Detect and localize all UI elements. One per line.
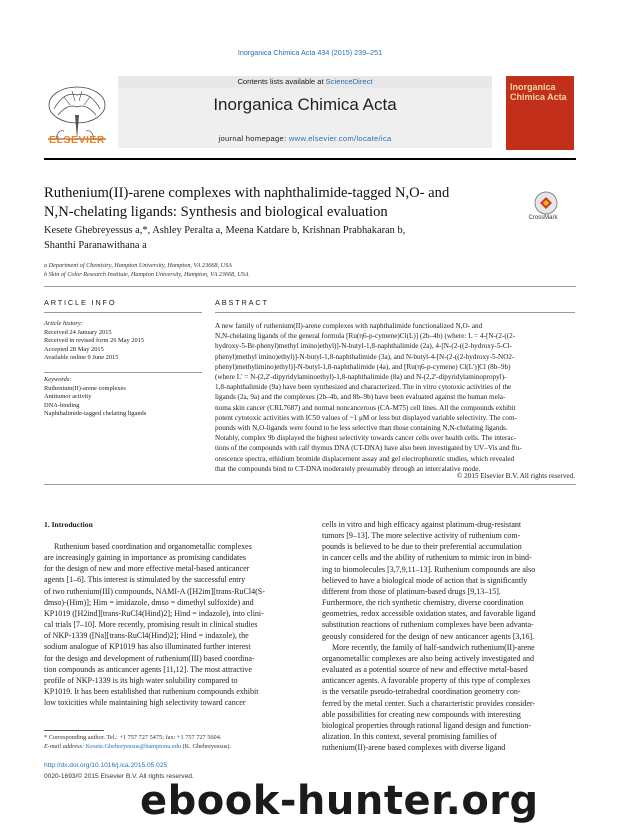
- intro-line: cal trials [7–10]. More recently, promising result in clinical studies: [44, 620, 258, 630]
- article-title: [44, 184, 484, 222]
- intro-line: able possibilities for creating new compounds with interesting: [322, 709, 521, 719]
- email-note: [44, 743, 314, 752]
- email-link[interactable]: Kesete.Ghebreyessus@hamptonu.edu: [85, 743, 182, 750]
- abstract-line: Notably, complex 9b displayed the highest selectivity towards cancer cells over health cells. The interac-: [215, 434, 517, 443]
- affiliation-rule: [44, 286, 576, 287]
- abstract-line: A new family of ruthenium(II)-arene complexes with naphthalimide functionalized N,O- and: [215, 322, 483, 330]
- abstract-line: 1,8-naphthalimide (9a) have been synthesized and characterized. The in vitro cytotoxic activities of the: [215, 383, 512, 392]
- intro-line: anticancer agents. A favorable property of this type of complexes: [322, 676, 531, 686]
- crossmark-label[interactable]: CrossMark: [528, 215, 558, 221]
- abstract-bottom-rule: [44, 484, 576, 485]
- footnote-rule: [44, 730, 104, 731]
- issn-line: 0020-1693/© 2015 Elsevier B.V. All rights reserved.: [44, 773, 194, 780]
- intro-line: for the design of new and more effective metal-based anticancer: [44, 564, 250, 574]
- abstract-line: N,N-chelating ligands of the general formula [Ru(η6-p-cymene)Cl(L)] (2b–4b) (where: L = 4-[N-(2-((2-: [215, 332, 516, 341]
- history-item: Received in revised form 26 May 2015: [44, 337, 145, 344]
- abstract-line: phenyl)methylimino)ethyl)]-N-butyl-1,8-naphthalimide (4a), and [Ru(η6-p-cymene) Cl(L')]Cl (8b–9b): [215, 362, 511, 371]
- intro-line: biological properties through rational ligand design and function-: [322, 720, 532, 730]
- history-item: Accepted 28 May 2015: [44, 345, 104, 353]
- intro-line: dmso)-(Him)]; Him = imidazole, dmso = dimethyl sulfoxide) and: [44, 597, 254, 607]
- keyword-item: DNA-binding: [44, 401, 80, 409]
- authors-line-2: Shanthi Paranawithana a: [44, 239, 147, 251]
- intro-line: Ruthenium based coordination and organometallic complexes: [54, 542, 252, 551]
- keywords: [44, 376, 204, 419]
- intro-line: believed to have a biological mode of action that is significantly: [322, 575, 528, 585]
- intro-line: More recently, the family of half-sandwich ruthenium(II)-arene: [332, 642, 535, 652]
- intro-line: KP1019 ([H2ind][trans-RuCl4(Hind)2]; Hind = indazole), into clini-: [44, 608, 264, 618]
- copyright-notice: © 2015 Elsevier B.V. All rights reserved.: [456, 472, 575, 480]
- article-history: [44, 320, 204, 363]
- crossmark-icon[interactable]: [520, 190, 572, 216]
- abstract-line: that the compounds bind to CT-DNA moderately presumably through an intercalative mode.: [215, 464, 481, 473]
- abstract-line: potent cytotoxic activities with IC50 values of ~1 μM or less but displayed variable selectivity. The com-: [215, 413, 517, 422]
- journal-homepage: [118, 134, 492, 143]
- introduction-heading: 1. Introduction: [44, 520, 93, 529]
- corresponding-author-note: * Corresponding author. Tel.: +1 757 727 5475; fax: +1 757 727 5604.: [44, 734, 222, 741]
- intro-line: sodium analogue of KP1019 has also illuminated further interest: [44, 642, 251, 652]
- affiliation-a: a Department of Chemistry, Hampton University, Hampton, VA 23668, USA: [44, 262, 232, 269]
- email-suffix: (K. Ghebreyessus).: [181, 743, 232, 750]
- abstract-line: tions of the compounds with calf thymus DNA (CT-DNA) have also been investigated by UV–Vis and flu-: [215, 444, 522, 453]
- contents-prefix: Contents lists available at: [237, 77, 326, 86]
- intro-line: geously considered for the design of new anticancer agents [3,16].: [322, 631, 535, 641]
- affiliation-b: b Skin of Color Research Institute, Hampton University, Hampton, VA 23668, USA: [44, 271, 249, 278]
- abstract-line: hydroxy-5-Br-phenyl)methyl imino)ethyl)]-N-butyl-1,8-naphthalimide (2a), 4-[N-(2-((2-hydroxy-5-Cl-: [215, 342, 513, 351]
- abstract-line: ligands (2a, 9a) and the complexes (2b–4b, and 8b–9b) have been evaluated against the human mela-: [215, 393, 506, 402]
- intro-line: in cancer cells and the ability of ruthenium to mimic iron in bind-: [322, 553, 532, 563]
- abstract-line: orescence spectra, ethidium bromide displacement assay and gel electrophoretic studies, which revealed: [215, 454, 515, 463]
- header-rule: [44, 158, 576, 160]
- journal-cover-title: Inorganica Chimica Acta: [510, 82, 567, 102]
- intro-line: KP1019. It has been established that ruthenium compounds exhibit: [44, 687, 259, 697]
- homepage-link[interactable]: www.elsevier.com/locate/ica: [288, 134, 392, 143]
- abstract-body: [215, 321, 575, 474]
- intro-line: tumors [9–13]. The more selective activity of ruthenium com-: [322, 531, 521, 541]
- journal-reference[interactable]: Inorganica Chimica Acta 434 (2015) 239–251: [237, 48, 383, 57]
- keyword-item: Naphthalimide-tagged chelating ligands: [44, 410, 147, 417]
- intro-line: alization. In this context, several promising families of: [322, 731, 497, 741]
- intro-right-column: [322, 519, 576, 753]
- history-item: Available online 9 June 2015: [44, 354, 119, 361]
- title-line-1: Ruthenium(II)-arene complexes with naphthalimide-tagged N,O- and: [44, 185, 450, 201]
- doi-link[interactable]: http://dx.doi.org/10.1016/j.ica.2015.05.025: [44, 762, 168, 769]
- intro-line: is the versatile pseudo-tetrahedral coordination geometry con-: [322, 687, 521, 697]
- intro-line: are increasingly gaining in importance as promising candidates: [44, 553, 246, 563]
- authors-line-1: Kesete Ghebreyessus a,*, Ashley Peralta a, Meena Katdare b, Krishnan Prabhakaran b,: [44, 225, 406, 236]
- intro-line: Furthermore, the rich synthetic chemistry, diverse coordination: [322, 598, 524, 608]
- keyword-item: Antitumor activity: [44, 393, 92, 400]
- author-list: [44, 224, 564, 253]
- intro-line: different from those of platinum-based drugs [9,13–15].: [322, 586, 501, 596]
- abstract-rule: [215, 312, 575, 313]
- intro-line: low toxicities while maintaining high selectivity toward cancer: [44, 698, 246, 708]
- contents-available-band: [118, 76, 492, 88]
- intro-line: geometries, redox accessible oxidation states, and favorable ligand: [322, 609, 536, 619]
- history-item: Received 24 January 2015: [44, 328, 112, 336]
- intro-line: of NKP-1339 ([Na][trans-RuCl4(Hind)2]; Hind = indazole), the: [44, 631, 249, 641]
- abstract-line: phenyl)methyl imino)ethyl)]-N-butyl-1,8-naphthalimide (3a), and N-butyl-4-[N-(2-((2-hydroxy-5-NO2-: [215, 352, 515, 361]
- keyword-item: Ruthenium(II)-arene complexes: [44, 384, 126, 392]
- intro-line: ing to biomolecules [3,7,9,11–13]. Ruthenium compounds are also: [322, 564, 536, 574]
- publisher-name: ELSEVIER: [49, 134, 105, 146]
- intro-line: tion compounds as anticancer agents [11,12]. The most attractive: [44, 664, 252, 674]
- intro-line: organometallic complexes are also being actively investigated and: [322, 653, 534, 663]
- intro-line: substitution reactions of ruthenium complexes have been advanta-: [322, 620, 534, 630]
- abstract-line: noma skin cancer (CRL7687) and normal noncancerous (CA-M75) cell lines. All the compounds exhibit: [215, 403, 516, 412]
- intro-left-column: [44, 541, 312, 708]
- keywords-rule: [44, 372, 202, 373]
- abstract-heading: ABSTRACT: [215, 298, 269, 307]
- intro-line: of two ruthenium(III) compounds, NAMI-A ([H2im][trans-RuCl4(S-: [44, 586, 265, 596]
- intro-line: evaluated as a potential source of new and effective metal-based: [322, 665, 528, 675]
- journal-title: Inorganica Chimica Acta: [213, 95, 397, 114]
- intro-line: ruthenium(II)-arene based complexes with diverse ligand: [322, 743, 506, 753]
- intro-line: profile of NKP-1339 is its high water solubility compared to: [44, 675, 238, 685]
- abstract-line: pounds with N,O-ligands were found to be less selective than those containing N,N-chelating ligands.: [215, 424, 508, 433]
- article-info-rule: [44, 312, 202, 313]
- title-line-2: N,N-chelating ligands: Synthesis and biological evaluation: [44, 204, 388, 220]
- keywords-label: Keywords:: [44, 376, 72, 383]
- sciencedirect-link[interactable]: ScienceDirect: [325, 77, 373, 86]
- abstract-line: (where L' = N-(2,2'-dipyridylaminoethyl)-1,8-naphthalimide (8a) and N-(2,2'-dipyridylaminopropyl)-: [215, 373, 507, 382]
- intro-line: pounds is believed to be due to their preferential accumulation: [322, 542, 522, 552]
- history-label: Article history:: [44, 320, 83, 327]
- email-label: E-mail address:: [44, 743, 86, 750]
- homepage-prefix: journal homepage:: [218, 134, 289, 143]
- article-info-heading: ARTICLE INFO: [44, 298, 117, 307]
- intro-line: agents [1–6]. This interest is stimulated by the successful entry: [44, 575, 246, 585]
- watermark: ebook-hunter.org: [140, 778, 539, 824]
- intro-line: for the design and development of ruthenium(III) based coordina-: [44, 653, 255, 663]
- intro-line: ferred by the metal center. Such a characteristic provides consider-: [322, 698, 536, 708]
- intro-line: cells in vitro and high efficacy against platinum-drug-resistant: [322, 520, 522, 529]
